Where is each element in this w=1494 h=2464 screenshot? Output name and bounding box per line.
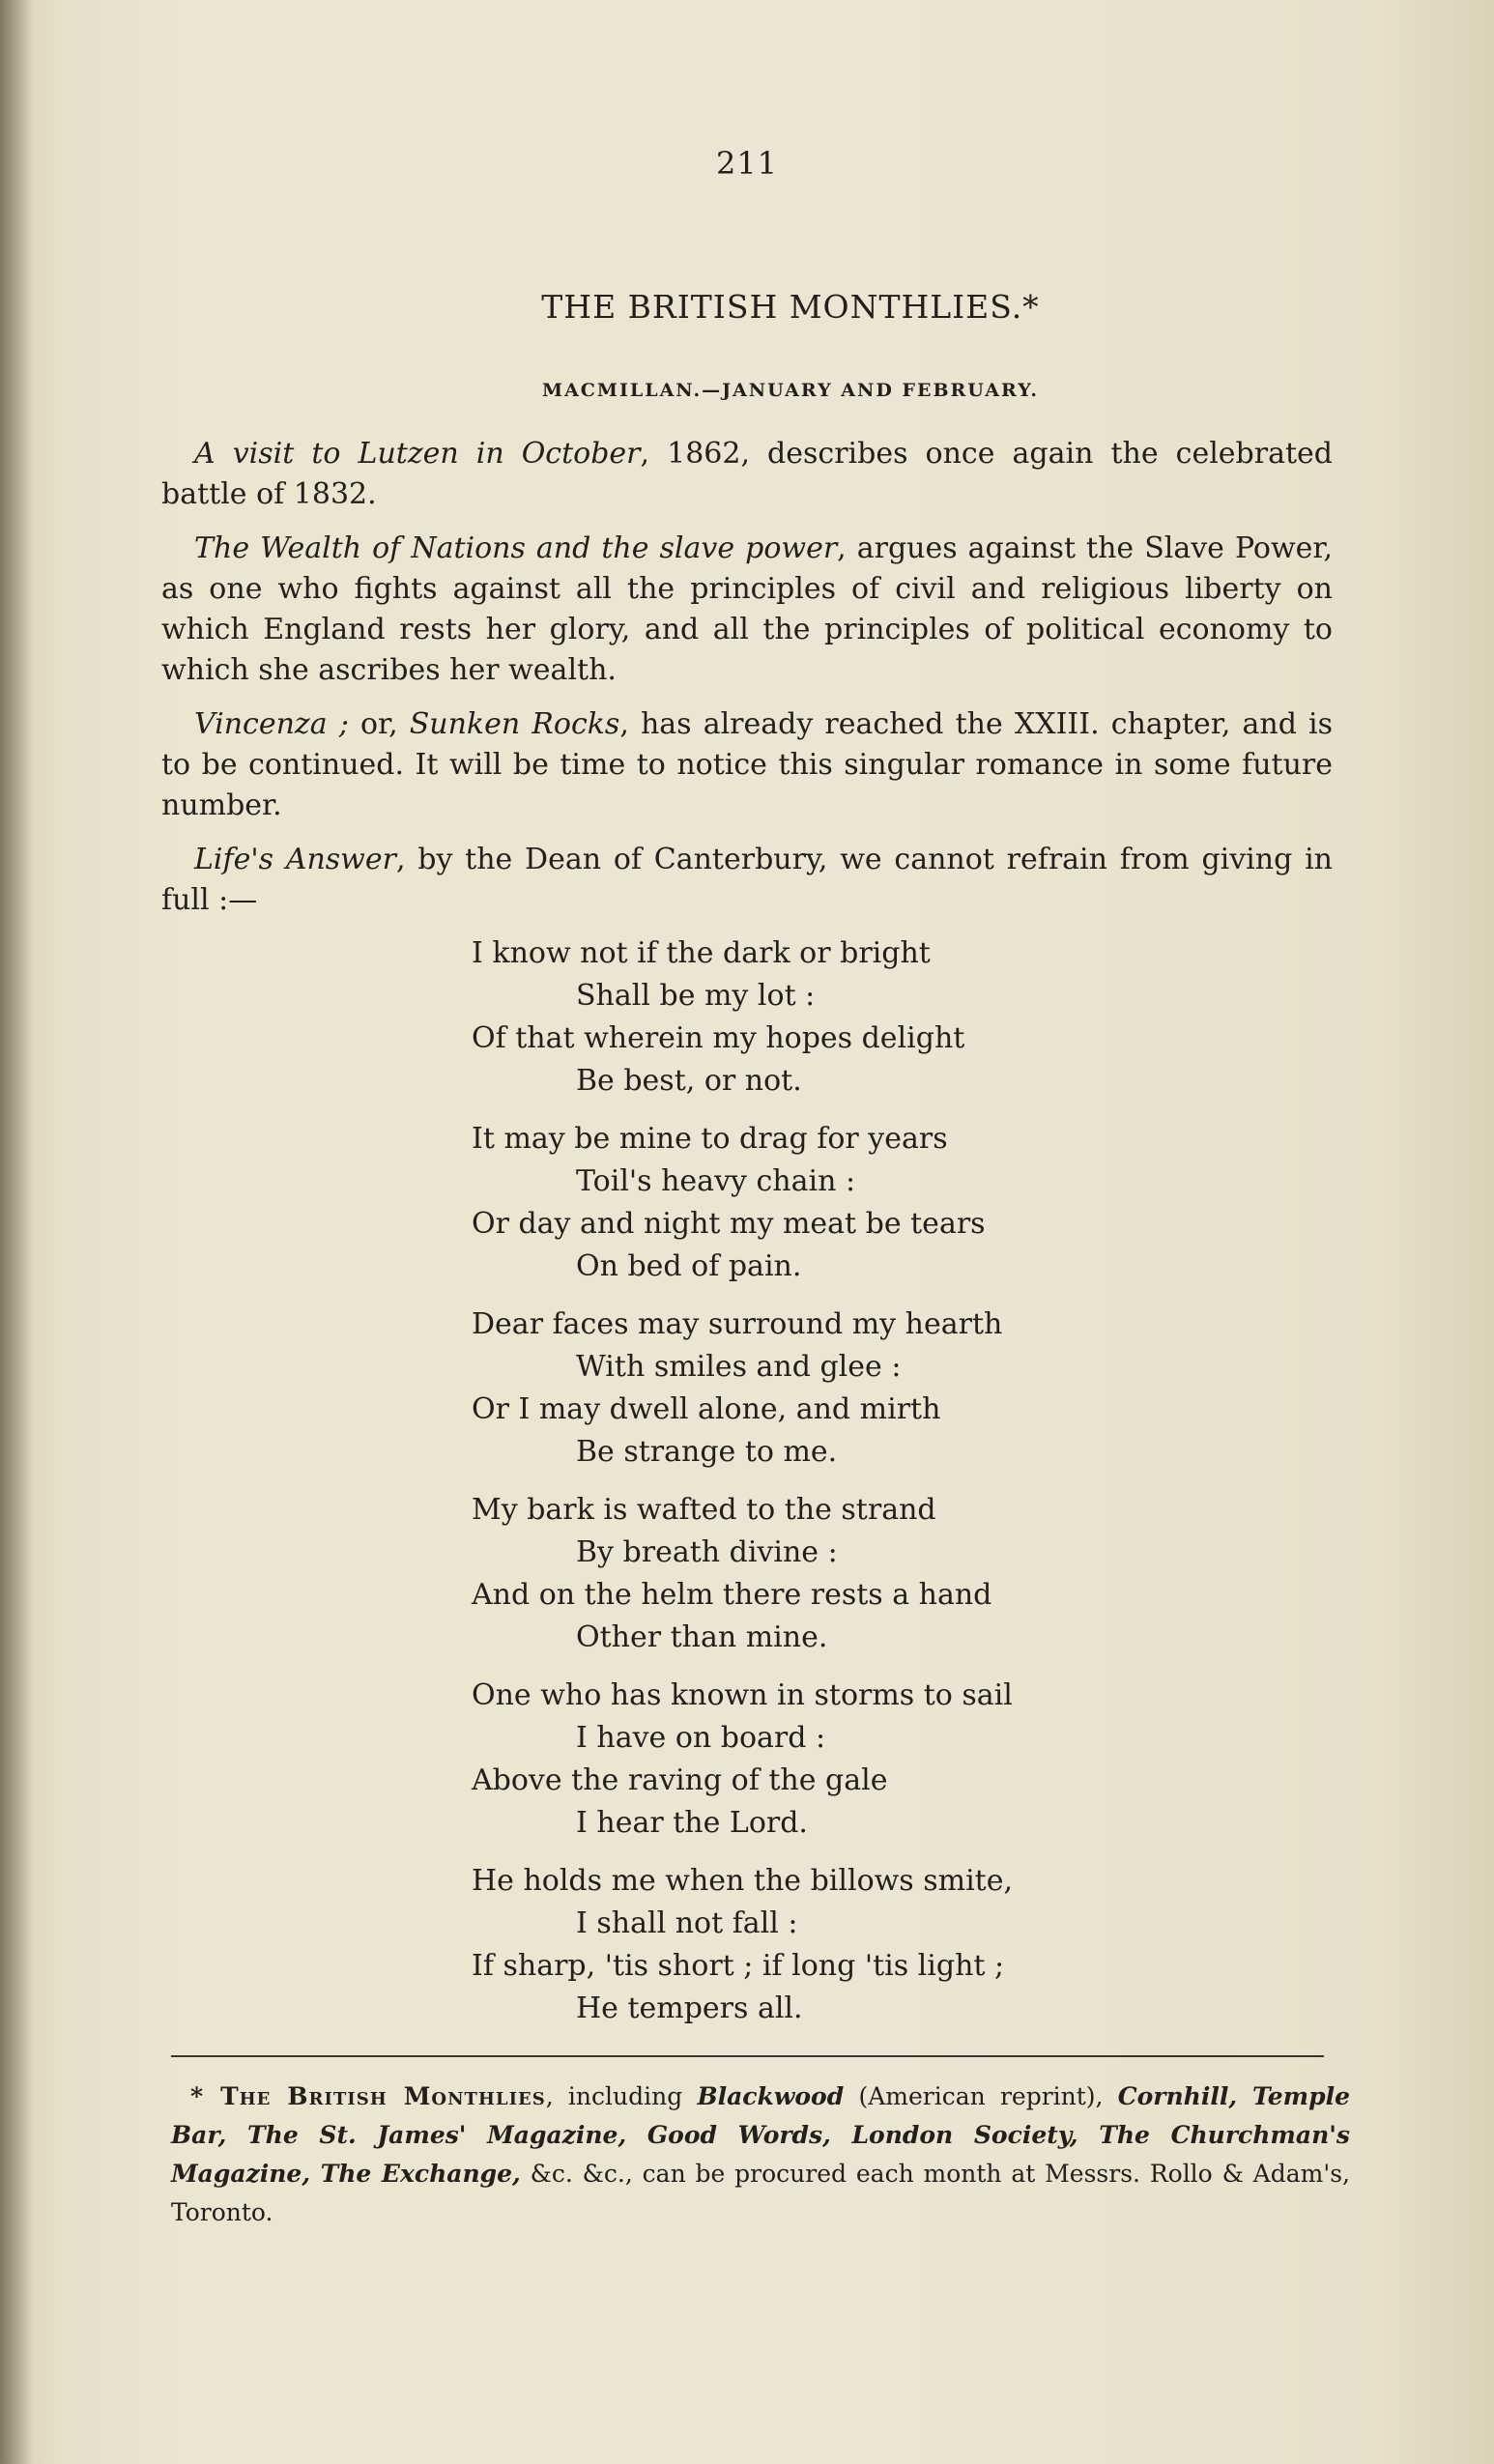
poem-stanza bbox=[472, 932, 1013, 1103]
poem-line: Above the raving of the gale bbox=[472, 1763, 888, 1797]
poem-line: Be best, or not. bbox=[576, 1064, 802, 1098]
poem-line: Shall be my lot : bbox=[576, 979, 816, 1013]
paragraph-vincenza-or: or, bbox=[348, 707, 410, 741]
footnote bbox=[171, 2077, 1350, 2232]
poem-line: I know not if the dark or bright bbox=[472, 936, 931, 970]
paragraph-lifes-answer bbox=[161, 840, 1333, 921]
poem-line: He tempers all. bbox=[576, 1991, 803, 2025]
article-body bbox=[161, 434, 1333, 934]
poem-line: If sharp, 'tis short ; if long 'tis light ; bbox=[472, 1949, 1005, 1983]
paragraph-wealth-title: The Wealth of Nations and the slave power bbox=[194, 531, 838, 565]
poem-line: My bark is wafted to the strand bbox=[472, 1493, 936, 1527]
footnote-text: (American reprint), bbox=[844, 2082, 1118, 2110]
paragraph-vincenza-subtitle: Sunken Rocks bbox=[409, 707, 620, 741]
poem-line: I shall not fall : bbox=[576, 1906, 798, 1940]
paragraph-vincenza-text: , has already reached the XXIII. chapter, and is to be continued. It will be time to notice this singular romance in some future number. bbox=[161, 707, 1334, 822]
footnote-italic: Cornhill, Temple Bar, The St. James' Magazine, Good Words, London Society, The Churchman's Magazine, The Exchange, bbox=[171, 2082, 1350, 2188]
gutter-shadow bbox=[0, 0, 33, 2464]
paragraph-lutzen-text: , 1862, describes once again the celebrated battle of 1832. bbox=[161, 437, 1333, 511]
paragraph-vincenza bbox=[161, 704, 1333, 826]
poem-line: He holds me when the billows smite, bbox=[472, 1864, 1014, 1898]
footnote-divider bbox=[171, 2055, 1324, 2057]
paragraph-lutzen-title: A visit to Lutzen in October bbox=[194, 437, 641, 471]
poem-line: With smiles and glee : bbox=[576, 1350, 902, 1384]
poem-line: Or I may dwell alone, and mirth bbox=[472, 1392, 941, 1426]
footnote-text: &c. &c., can be procured each month at Messrs. Rollo & Adam's, Toronto. bbox=[171, 2160, 1351, 2226]
poem-line: Of that wherein my hopes delight bbox=[472, 1021, 965, 1055]
paragraph-lutzen bbox=[161, 434, 1333, 515]
poem-stanza bbox=[472, 1675, 1013, 1845]
poem-line: Toil's heavy chain : bbox=[576, 1164, 856, 1198]
poem-stanza bbox=[472, 1304, 1013, 1474]
page-number: 211 bbox=[715, 145, 779, 182]
paragraph-wealth-text: , argues against the Slave Power, as one who fights against all the principles of civil and religious liberty on which England rests her glory, and all the principles of political economy to which she ascribes her wealth. bbox=[161, 531, 1333, 687]
paragraph-wealth-of-nations bbox=[161, 529, 1333, 691]
footnote-italic: Blackwood bbox=[697, 2082, 845, 2110]
poem-stanza bbox=[472, 1489, 1013, 1659]
poem-line: It may be mine to drag for years bbox=[472, 1122, 948, 1156]
paragraph-vincenza-title: Vincenza ; bbox=[194, 707, 349, 741]
poem-line: Or day and night my meat be tears bbox=[472, 1207, 986, 1241]
poem-stanza bbox=[472, 1118, 1013, 1288]
paragraph-lifes-answer-text: , by the Dean of Canterbury, we cannot refrain from giving in full :— bbox=[161, 843, 1333, 917]
poem-line: On bed of pain. bbox=[576, 1249, 802, 1283]
footnote-text: , including bbox=[545, 2082, 698, 2110]
poem-line: By breath divine : bbox=[576, 1535, 838, 1569]
poem bbox=[472, 932, 1013, 2046]
poem-line: Be strange to me. bbox=[576, 1435, 838, 1469]
poem-line: Other than mine. bbox=[576, 1620, 828, 1654]
poem-line: Dear faces may surround my hearth bbox=[472, 1307, 1003, 1341]
section-heading: MACMILLAN.—JANUARY AND FEBRUARY. bbox=[542, 380, 1039, 401]
paragraph-lifes-answer-title: Life's Answer bbox=[194, 843, 396, 876]
article-title: THE BRITISH MONTHLIES.* bbox=[541, 288, 1040, 326]
footnote-lead: * The British Monthlies bbox=[190, 2082, 546, 2110]
poem-line: I hear the Lord. bbox=[576, 1806, 808, 1840]
poem-line: One who has known in storms to sail bbox=[472, 1678, 1013, 1712]
poem-line: And on the helm there rests a hand bbox=[472, 1578, 992, 1612]
poem-stanza bbox=[472, 1860, 1013, 2030]
poem-line: I have on board : bbox=[576, 1721, 826, 1755]
